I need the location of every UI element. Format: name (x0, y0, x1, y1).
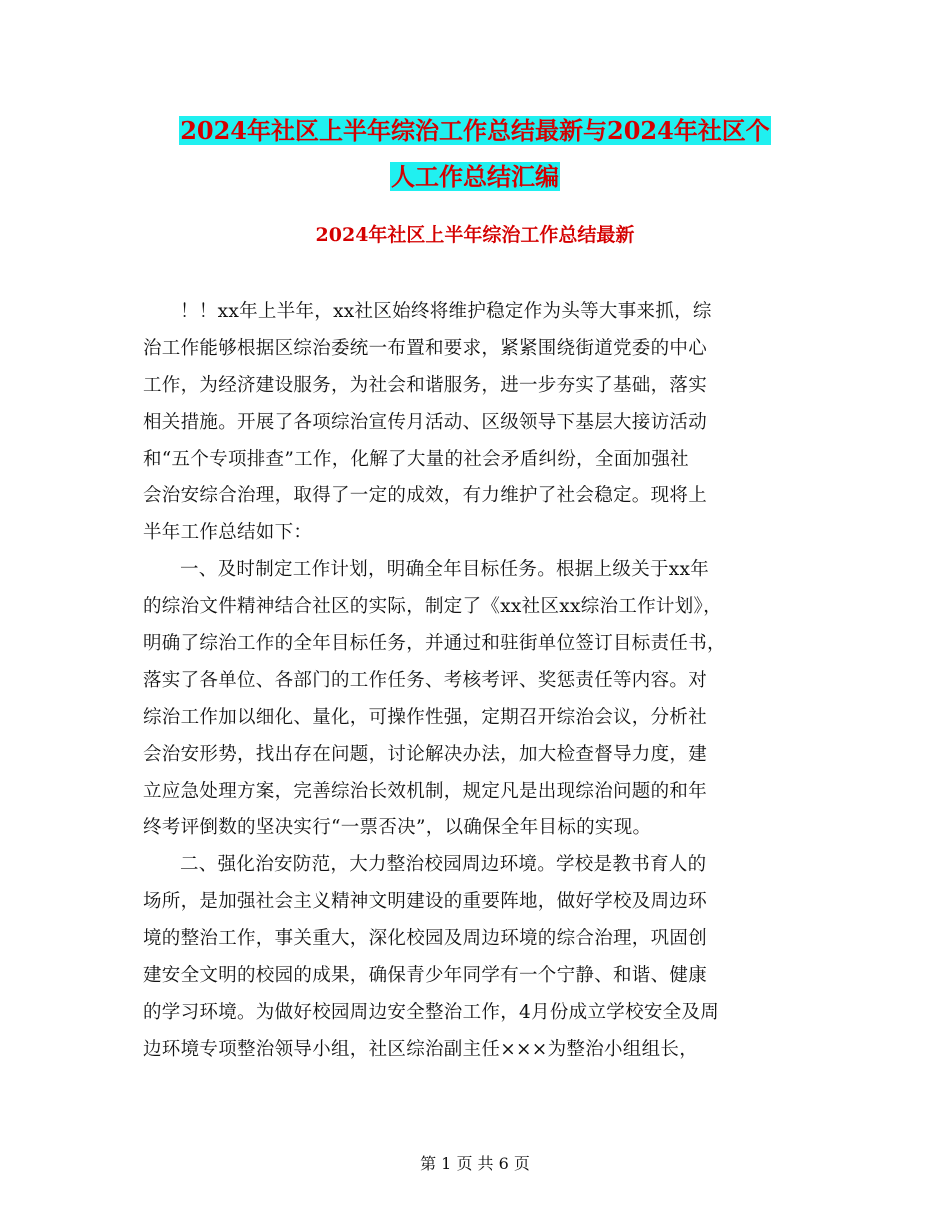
paragraph-line: 的学习环境。为做好校园周边安全整治工作，4月份成立学校安全及周 (143, 1001, 720, 1023)
paragraph-line: 半年工作总结如下： (143, 522, 313, 544)
paragraph-line: 边环境专项整治领导小组，社区综治副主任×××为整治小组组长， (143, 1038, 699, 1060)
paragraph-line: 立应急处理方案，完善综治长效机制，规定凡是出现综治问题的和年 (143, 780, 708, 802)
paragraph-line: 一、及时制定工作计划，明确全年目标任务。根据上级关于xx年 (180, 559, 710, 581)
title-highlight: 2024年社区上半年综治工作总结最新与2024年社区个 (180, 116, 770, 145)
document-title-line (0, 108, 950, 154)
paragraph-line: 和“五个专项排查”工作，化解了大量的社会矛盾纠纷，全面加强社 (143, 448, 689, 470)
paragraph-line: 相关措施。开展了各项综治宣传月活动、区级领导下基层大接访活动 (143, 411, 708, 433)
body-text (143, 294, 811, 1069)
paragraph-line: ！！xx年上半年，xx社区始终将维护稳定作为头等大事来抓，综 (180, 301, 712, 322)
document-title-line (0, 154, 950, 200)
paragraph-line: 的综治文件精神结合社区的实际，制定了《xx社区xx综治工作计划》， (143, 596, 722, 618)
page-number-footer: 第 1 页 共 6 页 (420, 1154, 530, 1173)
paragraph-line: 会治安综合治理，取得了一定的成效，有力维护了社会稳定。现将上 (143, 485, 708, 507)
paragraph-line: 治工作能够根据区综治委统一布置和要求，紧紧围绕街道党委的中心 (143, 337, 708, 359)
paragraph-line: 综治工作加以细化、量化，可操作性强，定期召开综治会议，分析社 (143, 706, 708, 728)
paragraph-line: 会治安形势，找出存在问题，讨论解决办法，加大检查督导力度，建 (143, 743, 708, 765)
paragraph-line: 工作，为经济建设服务，为社会和谐服务，进一步夯实了基础，落实 (143, 374, 708, 396)
paragraph-line: 明确了综治工作的全年目标任务，并通过和驻街单位签订目标责任书， (143, 633, 726, 655)
title-highlight: 人工作总结汇编 (391, 162, 559, 191)
paragraph-line: 建安全文明的校园的成果，确保青少年同学有一个宁静、和谐、健康 (143, 965, 708, 987)
section-heading: 2024年社区上半年综治工作总结最新 (315, 224, 635, 246)
paragraph-line: 终考评倒数的坚决实行“一票否决”，以确保全年目标的实现。 (143, 817, 652, 839)
paragraph-line: 场所，是加强社会主义精神文明建设的重要阵地，做好学校及周边环 (143, 891, 708, 913)
document-title (0, 108, 950, 200)
paragraph-line: 二、强化治安防范，大力整治校园周边环境。学校是教书育人的 (180, 854, 707, 876)
paragraph-line: 境的整治工作，事关重大，深化校园及周边环境的综合治理，巩固创 (143, 928, 708, 950)
paragraph-line: 落实了各单位、各部门的工作任务、考核考评、奖惩责任等内容。对 (143, 669, 708, 691)
